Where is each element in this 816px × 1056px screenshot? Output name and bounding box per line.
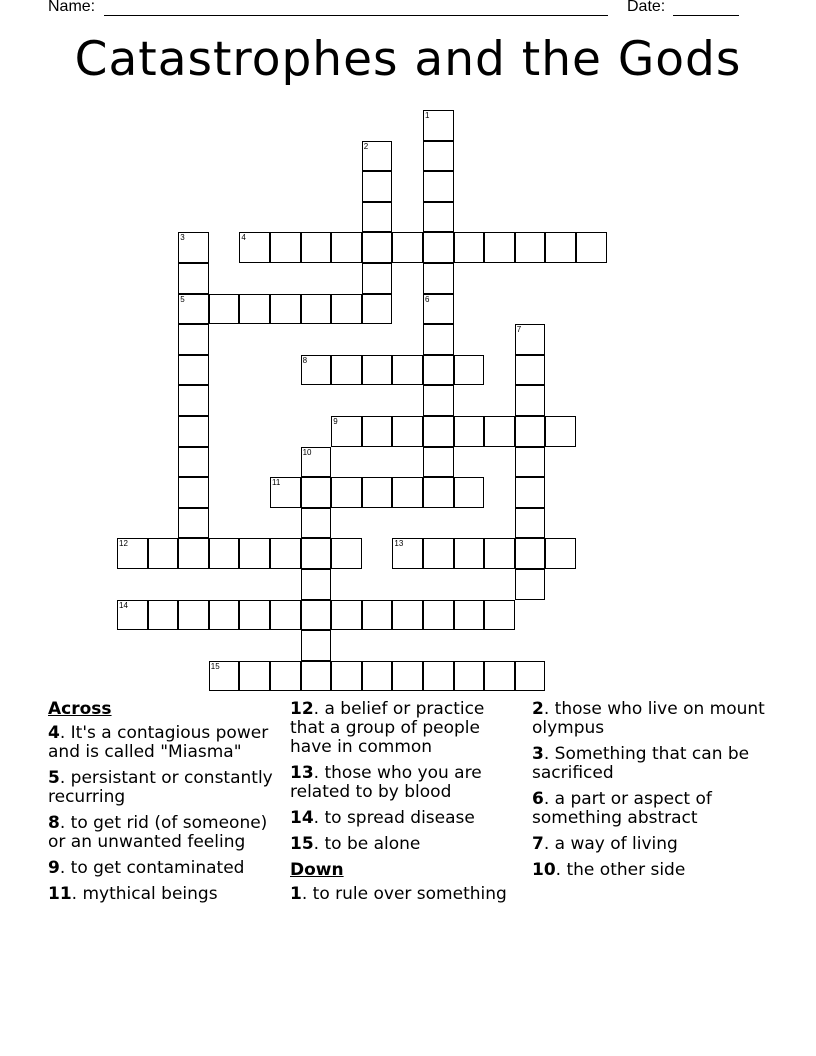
grid-cell[interactable] [301, 630, 332, 661]
grid-cell[interactable] [423, 538, 454, 569]
grid-cell[interactable] [270, 232, 301, 263]
grid-cell[interactable] [362, 263, 393, 294]
grid-cell[interactable] [392, 232, 423, 263]
clue-number-9: 9 [333, 417, 338, 426]
grid-cell[interactable] [362, 202, 393, 233]
grid-cell[interactable] [178, 477, 209, 508]
grid-cell[interactable] [270, 661, 301, 692]
grid-cell[interactable] [270, 294, 301, 325]
grid-cell[interactable] [454, 416, 485, 447]
grid-cell[interactable] [362, 171, 393, 202]
clue-number-4: 4 [241, 233, 246, 243]
grid-cell[interactable] [545, 232, 576, 263]
grid-cell[interactable] [178, 263, 209, 294]
clue-number-7: 7 [516, 325, 522, 335]
grid-cell[interactable] [515, 416, 546, 447]
grid-cell[interactable] [392, 416, 423, 447]
grid-cell[interactable] [301, 600, 332, 631]
grid-cell[interactable] [423, 447, 454, 478]
grid-cell[interactable] [515, 538, 546, 569]
grid-cell[interactable] [392, 600, 423, 631]
grid-cell[interactable] [148, 538, 179, 569]
grid-cell[interactable] [454, 355, 485, 386]
grid-cell[interactable] [515, 508, 546, 539]
grid-cell[interactable] [576, 232, 607, 263]
grid-cell[interactable] [331, 538, 362, 569]
grid-cell[interactable] [392, 661, 423, 692]
clue-number-8: 8 [302, 355, 308, 365]
clues-column-1 [48, 700, 284, 911]
grid-cell[interactable] [178, 600, 209, 631]
clue-number-10: 10 [302, 447, 312, 457]
grid-cell[interactable] [423, 385, 454, 416]
clue-across-11: 11. mythical beings [48, 884, 218, 904]
page-title: Catastrophes and the Gods [74, 32, 742, 87]
clue-number-3: 3 [180, 233, 185, 243]
grid-cell[interactable] [515, 447, 546, 478]
grid-cell[interactable] [423, 232, 454, 263]
clue-across-5: 5. persistant or constantly recurring [48, 768, 273, 807]
grid-cell[interactable] [484, 232, 515, 263]
grid-cell[interactable] [178, 355, 209, 386]
grid-cell[interactable] [392, 355, 423, 386]
grid-cell[interactable] [423, 477, 454, 508]
clue-across-14: 14. to spread disease [290, 808, 475, 828]
clue-across-4: 4. It's a contagious power and is called "Miasma" [48, 723, 269, 762]
grid-cell[interactable] [423, 263, 454, 294]
clue-across-9: 9. to get contaminated [48, 858, 245, 878]
grid-cell[interactable] [362, 232, 393, 263]
clue-down-10: 10. the other side [532, 860, 686, 880]
grid-cell[interactable] [178, 416, 209, 447]
grid-cell[interactable] [209, 538, 240, 569]
grid-cell[interactable] [239, 538, 270, 569]
across-heading: Across [48, 699, 112, 719]
grid-cell[interactable] [270, 600, 301, 631]
clue-down-6: 6. a part or aspect of something abstract [532, 789, 712, 828]
clue-number-6: 6 [425, 294, 430, 304]
grid-cell[interactable] [301, 661, 332, 692]
grid-cell[interactable] [484, 538, 515, 569]
grid-cell[interactable] [331, 355, 362, 386]
grid-cell[interactable] [454, 600, 485, 631]
grid-cell[interactable] [515, 477, 546, 508]
clues-column-3 [532, 700, 772, 887]
grid-cell[interactable] [362, 477, 393, 508]
grid-cell[interactable] [484, 600, 515, 631]
grid-cell[interactable] [515, 232, 546, 263]
grid-cell[interactable] [454, 661, 485, 692]
clue-across-8: 8. to get rid (of someone) or an unwanted feeling [48, 813, 268, 852]
grid-cell[interactable] [239, 661, 270, 692]
clue-number-11: 11 [272, 478, 281, 488]
down-heading: Down [290, 860, 344, 880]
grid-cell[interactable] [239, 600, 270, 631]
grid-cell[interactable] [362, 416, 393, 447]
grid-cell[interactable] [301, 232, 332, 263]
grid-cell[interactable] [331, 232, 362, 263]
grid-cell[interactable] [331, 600, 362, 631]
grid-cell[interactable] [178, 324, 209, 355]
clue-number-15: 15 [210, 661, 220, 671]
grid-cell[interactable] [515, 569, 546, 600]
grid-cell[interactable] [270, 538, 301, 569]
date-label: Date: [627, 0, 666, 15]
grid-cell[interactable] [178, 508, 209, 539]
grid-cell[interactable] [331, 661, 362, 692]
grid-cell[interactable] [331, 477, 362, 508]
grid-cell[interactable] [423, 661, 454, 692]
name-label: Name: [48, 0, 96, 15]
grid-cell[interactable] [423, 355, 454, 386]
grid-cell[interactable] [515, 661, 546, 692]
clue-across-15: 15. to be alone [290, 834, 421, 854]
grid-cell[interactable] [301, 569, 332, 600]
grid-cell[interactable] [239, 294, 270, 325]
clue-across-13: 13. those who you are related to by blood [290, 763, 482, 802]
grid-cell[interactable] [454, 232, 485, 263]
clues-column-2 [290, 700, 522, 911]
grid-cell[interactable] [545, 416, 576, 447]
grid-cell[interactable] [148, 600, 179, 631]
grid-cell[interactable] [454, 538, 485, 569]
grid-cell[interactable] [301, 538, 332, 569]
grid-cell[interactable] [423, 202, 454, 233]
grid-cell[interactable] [331, 294, 362, 325]
grid-cell[interactable] [178, 447, 209, 478]
grid-cell[interactable] [454, 477, 485, 508]
grid-cell[interactable] [392, 477, 423, 508]
grid-cell[interactable] [515, 385, 546, 416]
grid-cell[interactable] [484, 661, 515, 692]
grid-cell[interactable] [301, 294, 332, 325]
grid-cell[interactable] [423, 171, 454, 202]
grid-cell[interactable] [545, 538, 576, 569]
grid-cell[interactable] [423, 324, 454, 355]
clue-number-1: 1 [425, 111, 430, 120]
grid-cell[interactable] [209, 600, 240, 631]
clue-down-2: 2. those who live on mount olympus [532, 699, 765, 738]
grid-cell[interactable] [423, 416, 454, 447]
clue-down-7: 7. a way of living [532, 834, 678, 854]
grid-cell[interactable] [178, 538, 209, 569]
grid-cell[interactable] [362, 661, 393, 692]
clue-down-3: 3. Something that can be sacrificed [532, 744, 750, 783]
grid-cell[interactable] [178, 385, 209, 416]
clue-number-2: 2 [363, 141, 369, 151]
grid-cell[interactable] [362, 355, 393, 386]
grid-cell[interactable] [362, 600, 393, 631]
clue-number-5: 5 [180, 294, 185, 304]
grid-cell[interactable] [301, 508, 332, 539]
grid-cell[interactable] [301, 477, 332, 508]
grid-cell[interactable] [209, 294, 240, 325]
grid-cell[interactable] [423, 600, 454, 631]
clue-down-1: 1. to rule over something [290, 884, 507, 904]
clue-across-12: 12. a belief or practice that a group of people have in common [290, 699, 485, 757]
grid-cell[interactable] [362, 294, 393, 325]
grid-cell[interactable] [423, 141, 454, 172]
clue-number-12: 12 [119, 539, 128, 549]
grid-cell[interactable] [515, 355, 546, 386]
clue-number-13: 13 [394, 539, 404, 549]
clue-number-14: 14 [119, 600, 128, 610]
grid-cell[interactable] [484, 416, 515, 447]
